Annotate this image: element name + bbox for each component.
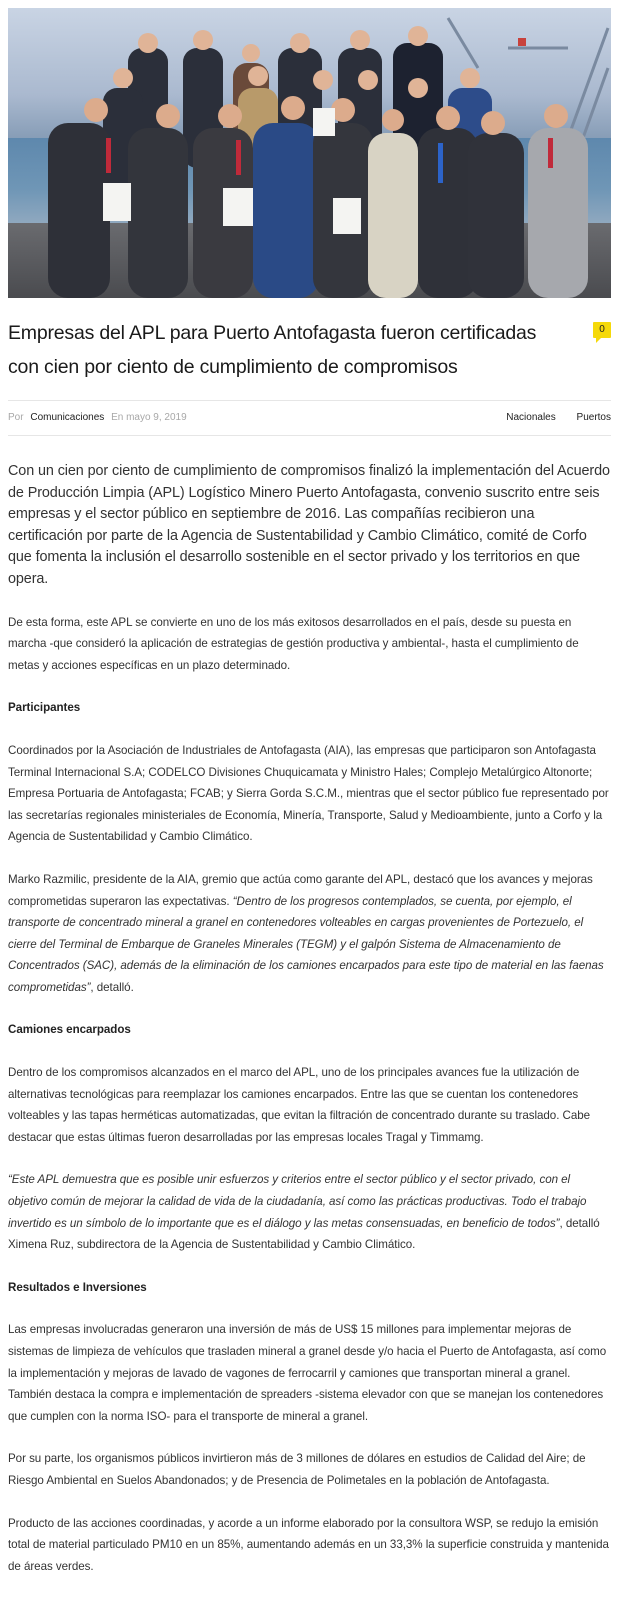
heading-participantes: Participantes (8, 701, 81, 715)
paragraph-3 (8, 869, 611, 999)
hero-photo[interactable] (8, 8, 611, 298)
category-link-puertos[interactable]: Puertos (576, 412, 611, 423)
paragraph-8: Producto de las acciones coordinadas, y acorde a un informe elaborado por la consultora WSP, se redujo la emisión total de material particulado PM10 en un 85%, aumentando además en un 33,3% la superficie construida y mantenida de áreas verdes. (8, 1516, 609, 1573)
group-photo-icon (8, 8, 611, 298)
comment-count-badge[interactable]: 0 (593, 322, 611, 338)
paragraph-5 (8, 1169, 611, 1255)
meta-left (8, 412, 187, 423)
paragraph-4: Dentro de los compromisos alcanzados en el marco del APL, uno de los principales avances fue la utilización de alternativas tecnológicas para reemplazar los camiones encarpados. Entre las que se cuentan los contenedores volteables y las tapas herméticas automatizadas, que evitan la filtración de concentrado durante su traslado. Cabe destacar que estas últimas fueron desarrolladas por las empresas locales Tragal y Timmamg. (8, 1066, 591, 1144)
article-title: Empresas del APL para Puerto Antofagasta fueron certificadas con cien por ciento de cumplimiento de compromisos (8, 322, 537, 378)
heading-resultados: Resultados e Inversiones (8, 1280, 147, 1294)
paragraph-2: Coordinados por la Asociación de Industriales de Antofagasta (AIA), las empresas que participaron son Antofagasta Terminal Internacional S.A; CODELCO Divisiones Chuquicamata y Ministro Hales; Complejo Metalúrgico Altonorte; Empresa Portuaria de Antofagasta; FCAB; y Sierra Gorda S.C.M., mientras que el sector público fue representado por las secretarías regionales ministeriales de Economía, Minería, Transporte, Salud y Medioambiente, junto a Corfo y la Agencia de Sustentabilidad y Cambio Climático. (8, 743, 609, 844)
meta-bar (8, 400, 611, 436)
paragraph-5-end: , detalló Ximena Ruz, subdirectora de la Agencia de Sustentabilidad y Cambio Climático. (8, 1216, 600, 1252)
heading-camiones: Camiones encarpados (8, 1023, 131, 1037)
paragraph-7: Por su parte, los organismos públicos invirtieron más de 3 millones de dólares en estudios de Calidad del Aire; de Riesgo Ambiental en Suelos Abandonados; y de Presencia de Polimetales en la población de Antofagasta. (8, 1452, 586, 1487)
author-link[interactable]: Comunicaciones (30, 412, 105, 423)
paragraph-3-intro: Marko Razmilic, presidente de la AIA, gremio que actúa como garante del APL, destacó que los avances y mejoras comprometidas superaron las expectativas. (8, 872, 593, 908)
paragraph-5-quote: “Este APL demuestra que es posible unir esfuerzos y criterios entre el sector público y el sector privado, con el objetivo común de mejorar la calidad de vida de la ciudadanía, así como las prácticas productivas. Todo el trabajo invertido es un símbolo de lo importante que es el diálogo y las metas consensuadas, en beneficio de todos” (8, 1173, 587, 1230)
category-link-nacionales[interactable]: Nacionales (506, 412, 556, 423)
article (8, 8, 611, 1577)
title-row (8, 316, 611, 384)
paragraph-3-quote: “Dentro de los progresos contemplados, se cuenta, por ejemplo, el transporte de concentrado mineral a granel en contenedores volteables en cargas provenientes de Portezuelo, el cierre del Terminal de Embarque de Graneles Minerales (TEGM) y el galpón Sistema de Almacenamiento de Concentrados (SAC), además de la eliminación de los camiones encarpados para este tipo de material en las faenas comprometidas” (8, 894, 604, 994)
by-label: Por (8, 412, 24, 423)
paragraph-6: Las empresas involucradas generaron una inversión de más de US$ 15 millones para implementar mejoras de sistemas de limpieza de vehículos que trasladen mineral a granel desde y/o hacia el Puerto de Antofagasta, así como la implementación y mejoras de lavado de vagones de ferrocarril y camiones que transportan mineral a granel. También destaca la compra e implementación de spreaders -sistema elevador con que se manejan los contenedores que cumplen con la norma ISO- para el transporte de mineral a granel. (8, 1323, 607, 1423)
paragraph-3-end: , detalló. (90, 980, 134, 994)
meta-categories (488, 412, 611, 423)
publish-date: En mayo 9, 2019 (111, 412, 187, 423)
lead-paragraph: Con un cien por ciento de cumplimiento de compromisos finalizó la implementación del Acuerdo de Producción Limpia (APL) Logístico Minero Puerto Antofagasta, convenio suscrito entre seis empresas y el sector público en septiembre de 2016. Las compañías recibieron una certificación por parte de la Agencia de Sustentabilidad y Cambio Climático, comité de Corfo que fomenta la inclusión el desarrollo sostenible en el sector privado y los territorios en que opera. (8, 463, 610, 587)
paragraph-1: De esta forma, este APL se convierte en uno de los más exitosos desarrollados en el país, desde su puesta en marcha -que consideró la aplicación de estrategias de gestión productiva y ambiental-, hasta el cumplimiento de metas y acciones específicas en un plazo determinado. (8, 615, 579, 672)
